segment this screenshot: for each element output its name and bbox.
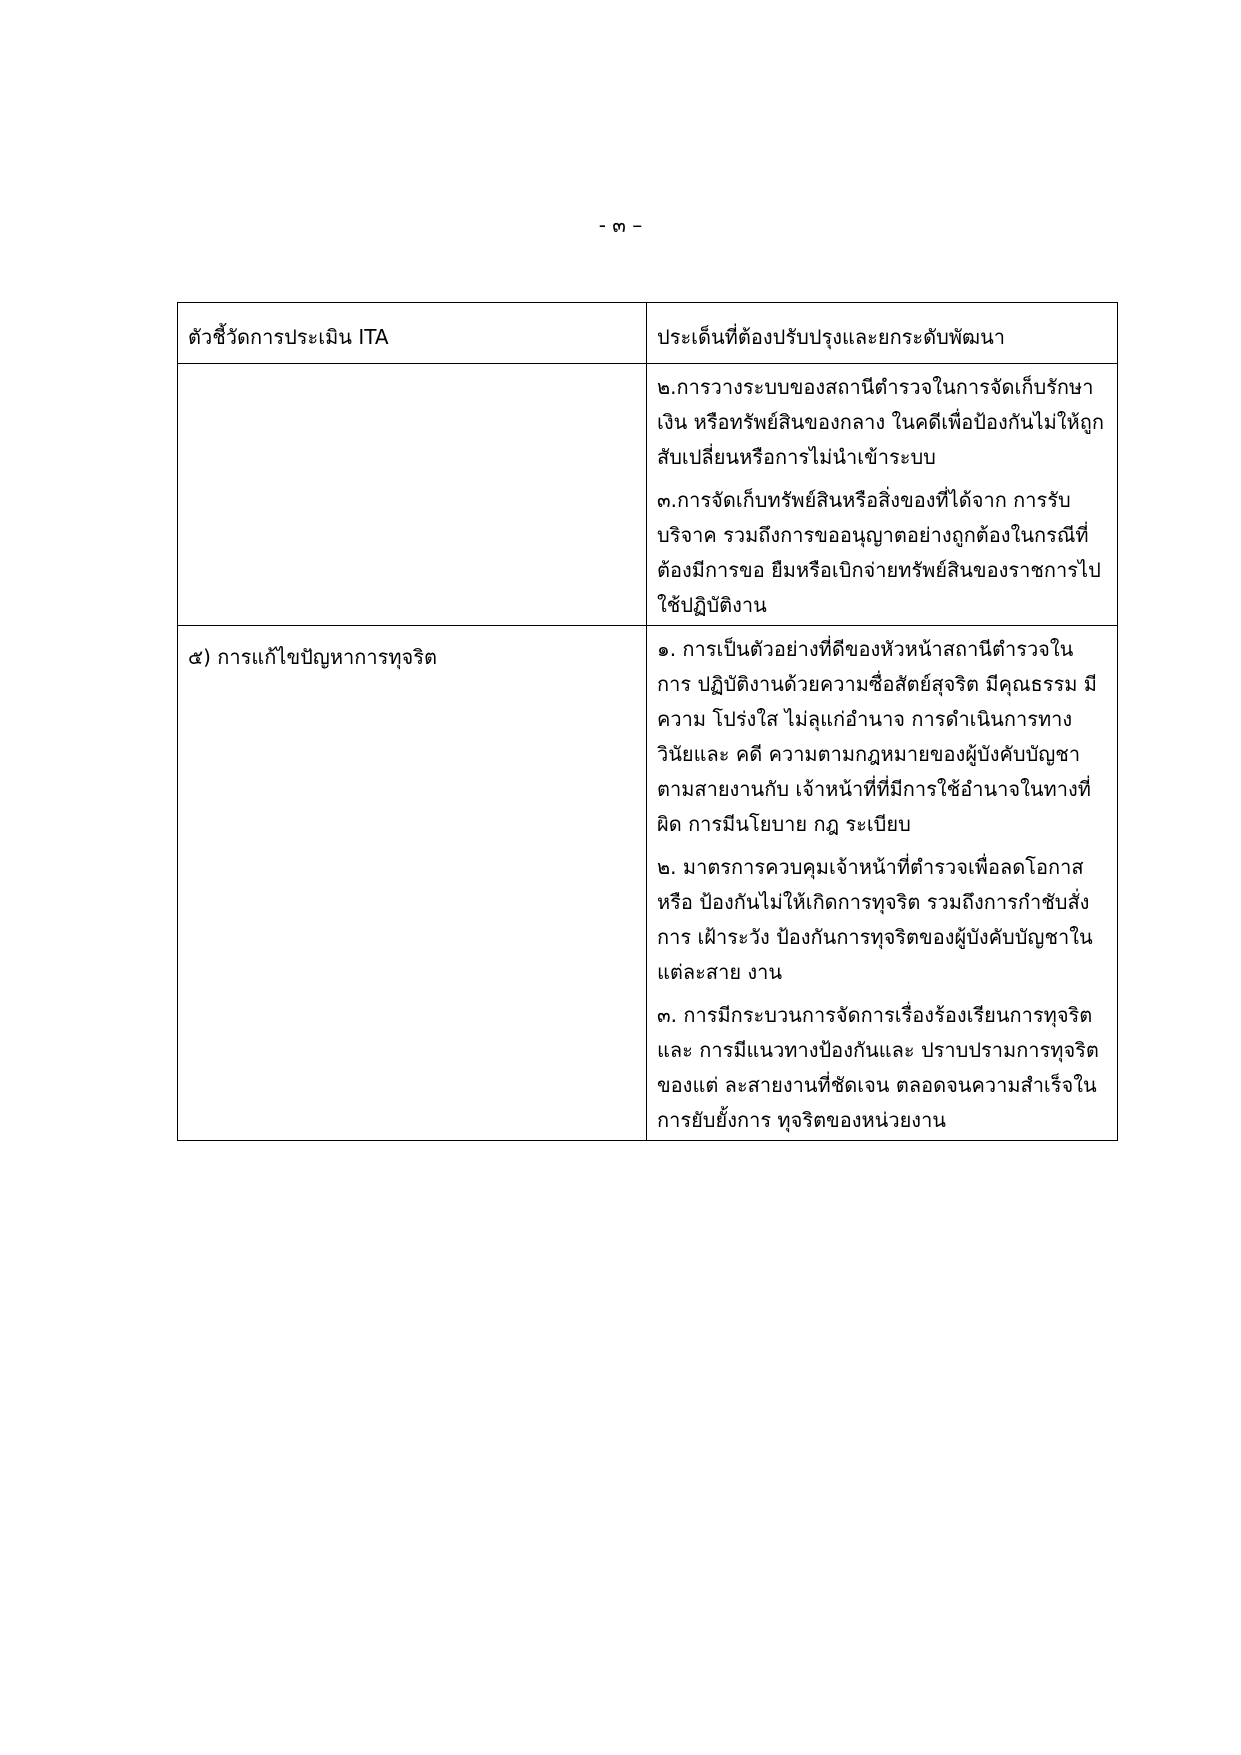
table-row bbox=[178, 364, 1118, 626]
ita-assessment-table bbox=[177, 302, 1118, 1141]
header-issues: ประเด็นที่ต้องปรับปรุงและยกระดับพัฒนา bbox=[647, 303, 1118, 364]
table-row bbox=[178, 626, 1118, 1141]
table-header-row bbox=[178, 303, 1118, 364]
issue-item: ๓.การจัดเก็บทรัพย์สินหรือสิ่งของที่ได้จาก การรับบริจาค รวมถึงการขออนุญาตอย่างถูกต้องในกรณีที่ต้องมีการขอ ยืมหรือเบิกจ่ายทรัพย์สินของราชการไปใช้ปฏิบัติงาน bbox=[657, 488, 1101, 617]
indicator-cell bbox=[178, 364, 647, 626]
issue-item: ๒. มาตรการควบคุมเจ้าหน้าที่ตำรวจเพื่อลดโอกาสหรือ ป้องกันไม่ให้เกิดการทุจริต รวมถึงการกำชับสั่งการ เฝ้าระวัง ป้องกันการทุจริตของผู้บังคับบัญชาในแต่ละสาย งาน bbox=[657, 855, 1093, 984]
issues-cell bbox=[647, 364, 1118, 626]
issue-item: ๑. การเป็นตัวอย่างที่ดีของหัวหน้าสถานีตำรวจในการ ปฏิบัติงานด้วยความซื่อสัตย์สุจริต มีคุณธรรม มีความ โปร่งใส ไม่ลุแก่อำนาจ การดำเนินการทางวินัยและ คดี ความตามกฎหมายของผู้บังคับบัญชาตามสายงานกับ เจ้าหน้าที่ที่มีการใช้อำนาจในทางที่ผิด การมีนโยบาย กฎ ระเบียบ bbox=[657, 637, 1097, 836]
header-indicator: ตัวชี้วัดการประเมิน ITA bbox=[178, 303, 647, 364]
issue-item: ๓. การมีกระบวนการจัดการเรื่องร้องเรียนการทุจริตและ การมีแนวทางป้องกันและ ปราบปรามการทุจริตของแต่ ละสายงานที่ชัดเจน ตลอดจนความสำเร็จในการยับยั้งการ ทุจริตของหน่วยงาน bbox=[657, 1003, 1099, 1132]
page-number: - ๓ – bbox=[598, 213, 643, 237]
indicator-cell: ๕) การแก้ไขปัญหาการทุจริต bbox=[178, 626, 647, 1141]
issues-cell bbox=[647, 626, 1118, 1141]
issue-item: ๒.การวางระบบของสถานีตำรวจในการจัดเก็บรักษาเงิน หรือทรัพย์สินของกลาง ในคดีเพื่อป้องกันไม่ให้ถูก สับเปลี่ยนหรือการไม่นำเข้าระบบ bbox=[657, 375, 1104, 469]
